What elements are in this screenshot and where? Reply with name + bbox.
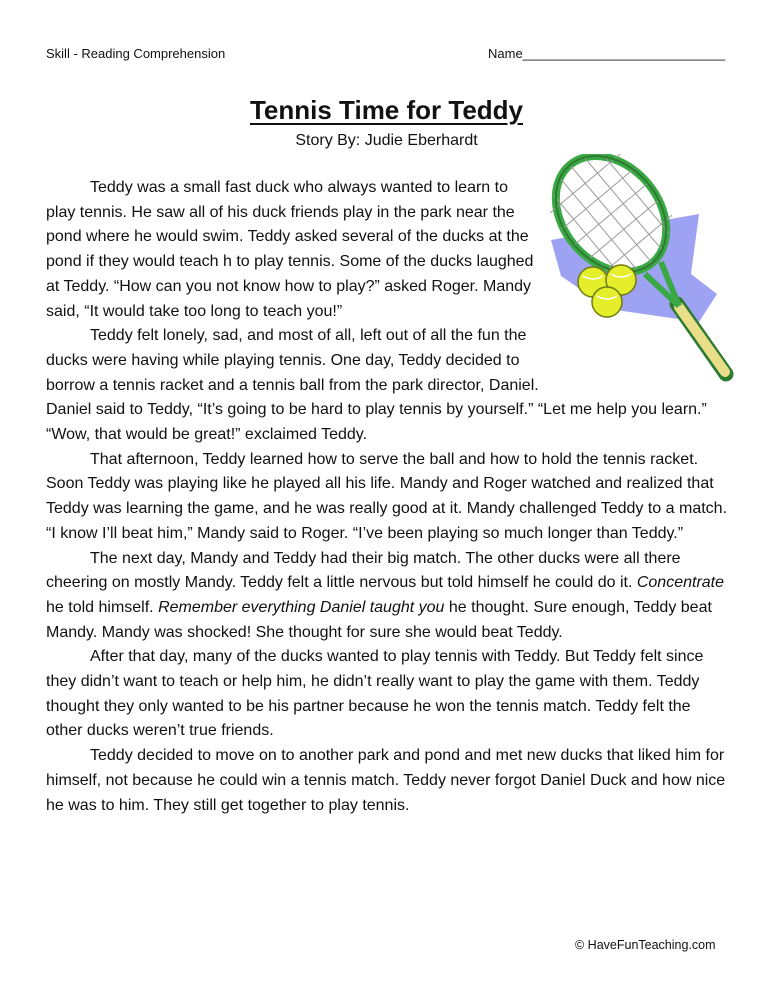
story-byline: Story By: Judie Eberhardt <box>295 132 478 149</box>
tennis-racket-and-balls-icon <box>549 154 734 382</box>
tennis-ball <box>592 287 622 317</box>
page-title: Tennis Time for Teddy <box>249 95 524 125</box>
italic-thought: Concentrate <box>636 574 725 592</box>
story-paragraph-5: After that day, many of the ducks wanted to play tennis with Teddy. But Teddy felt since they didn’t want to teach or help him, he didn’t really want to play the game with them. Teddy thought they only wanted to be his partner because he won the tennis match. Teddy felt the other ducks weren’t true friends. <box>46 648 704 740</box>
skill-label: Skill - Reading Comprehension <box>46 46 226 61</box>
name-field-label: Name____________________________ <box>488 46 726 61</box>
story-paragraph-3: That afternoon, Teddy learned how to serve the ball and how to hold the tennis racket. Soon Teddy was playing like he played all his life. Mandy and Roger watched and realized that Teddy was learning the game, and he was really good at it. Mandy challenged Teddy to a match. “I know I’ll beat him,” Mandy said to Roger. “I’ve been playing so much longer than Teddy.” <box>46 450 728 542</box>
paragraph-text: he thought. Sure enough, Teddy beat Mandy. Mandy was shocked! She thought for sure she would beat Teddy. <box>46 598 712 641</box>
italic-thought: Remember everything Daniel taught you <box>158 598 445 616</box>
copyright-footer: © HaveFunTeaching.com <box>575 938 716 952</box>
story-body <box>46 176 730 818</box>
story-paragraph-4 <box>46 547 730 646</box>
story-paragraph-1: Teddy was a small fast duck who always wanted to learn to play tennis. He saw all of his duck friends play in the park near the pond where he would swim. Teddy asked several of the ducks at the pond if they would teach h to play tennis. Some of the ducks laughed at Teddy. “How can you not know how to play?” asked Roger. Mandy said, “It would take too long to teach you!” <box>46 179 534 320</box>
story-paragraph-2: Teddy felt lonely, sad, and most of all, left out of all the fun the ducks were having while playing tennis. One day, Teddy decided to borrow a tennis racket and a tennis ball from the park director, Daniel. Daniel said to Teddy, “It’s going to be hard to play tennis by yourself.” “Let me help you learn.” “Wow, that would be great!” exclaimed Teddy. <box>46 327 707 444</box>
paragraph-text: he told himself. <box>46 598 159 616</box>
story-paragraph-6: Teddy decided to move on to another park and pond and met new ducks that liked him for himself, not because he could win a tennis match. Teddy never forgot Daniel Duck and how nice he was to him. They still get together to play tennis. <box>46 747 726 814</box>
paragraph-text: The next day, Mandy and Teddy had their big match. The other ducks were all there cheering on mostly Mandy. Teddy felt a little nervous but told himself he could do it. <box>46 549 681 592</box>
